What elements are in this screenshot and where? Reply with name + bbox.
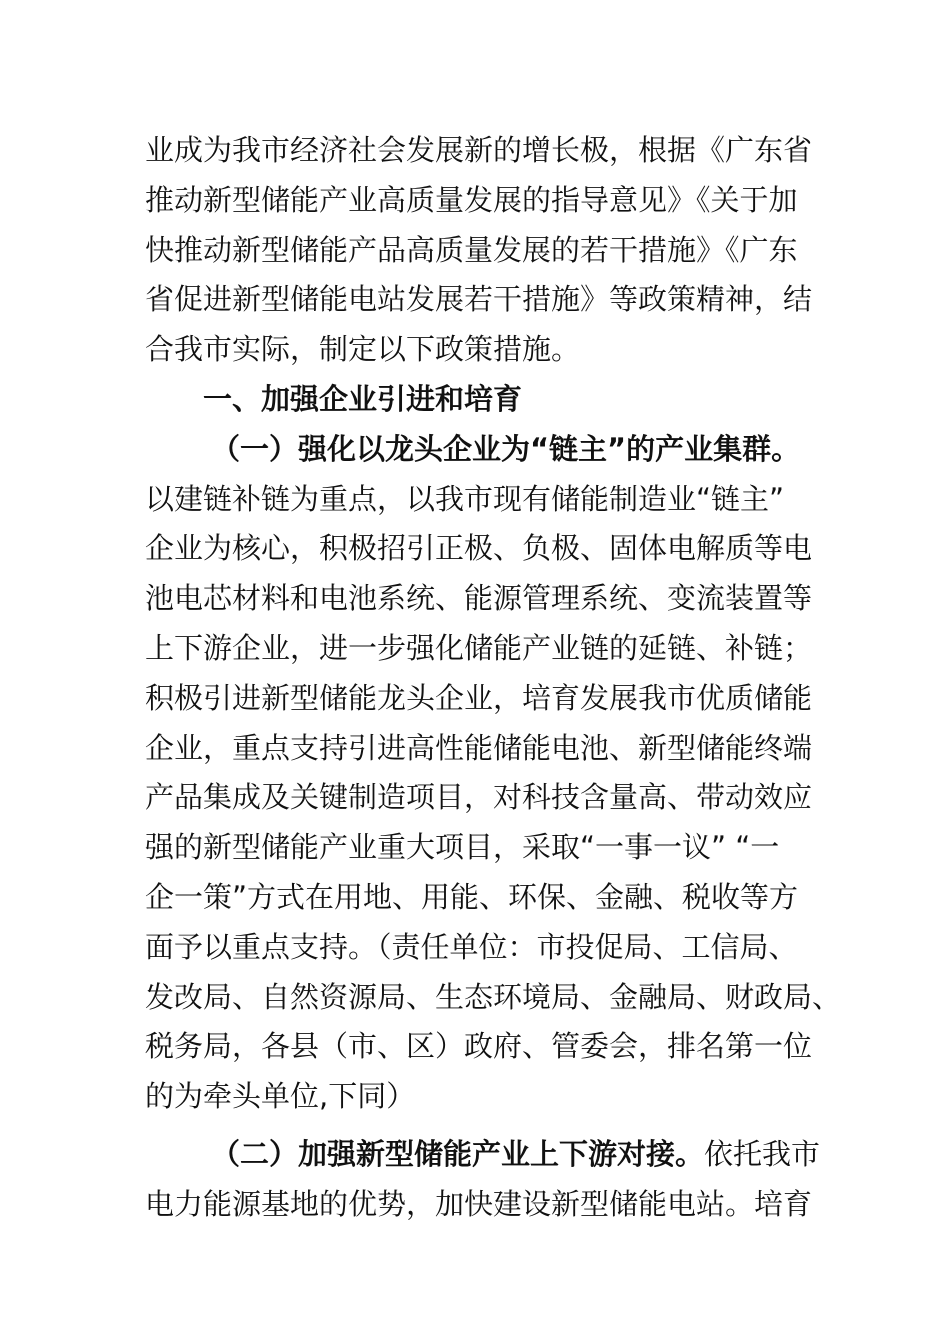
intro-line: 业成为我市经济社会发展新的增长极，根据《广东省 — [145, 133, 813, 167]
item-heading: （一）强化以龙头企业为“链主”的产业集群。 — [211, 431, 801, 466]
item-heading-line — [145, 1130, 825, 1180]
document-body — [145, 126, 842, 1230]
body-line: 发改局、自然资源局、生态环境局、金融局、财政局、 — [145, 979, 842, 1014]
section-heading: 一、加强企业引进和培育 — [203, 381, 523, 416]
body-line: 产品集成及关键制造项目，对科技含量高、带动效应 — [145, 780, 813, 815]
body-line: 面予以重点支持。（责任单位：市投促局、工信局、 — [145, 929, 798, 964]
intro-line: 省促进新型储能电站发展若干措施》等政策精神，结 — [145, 282, 813, 317]
body-line: 上下游企业，进一步强化储能产业链的延链、补链； — [145, 630, 813, 665]
intro-line: 快推动新型储能产品高质量发展的若干措施》《广东 — [145, 232, 798, 267]
body-line: 积极引进新型储能龙头企业，培育发展我市优质储能 — [145, 680, 813, 715]
body-line: 的为牵头单位,下同） — [145, 1079, 416, 1114]
body-line: 税务局，各县（市、区）政府、管委会，排名第一位 — [145, 1029, 813, 1064]
body-line: 以建链补链为重点，以我市现有储能制造业“链主” — [145, 481, 785, 516]
item-heading-tail: 依托我市 — [704, 1136, 821, 1171]
body-line: 强的新型储能产业重大项目，采取“一事一议” “一 — [145, 830, 780, 865]
body-line: 企业为核心，积极招引正极、负极、固体电解质等电 — [145, 531, 813, 566]
body-line: 企业，重点支持引进高性能储能电池、新型储能终端 — [145, 730, 813, 765]
intro-line: 推动新型储能产业高质量发展的指导意见》《关于加 — [145, 182, 798, 217]
body-line: 电力能源基地的优势，加快建设新型储能电站。培育 — [145, 1186, 813, 1221]
body-line: 企一策”方式在用地、用能、环保、金融、税收等方 — [145, 879, 799, 914]
body-line: 池电芯材料和电池系统、能源管理系统、变流装置等 — [145, 581, 813, 616]
item-heading: （二）加强新型储能产业上下游对接。 — [211, 1136, 705, 1171]
paragraph-gap — [145, 1122, 825, 1130]
intro-line: 合我市实际，制定以下政策措施。 — [145, 332, 581, 367]
